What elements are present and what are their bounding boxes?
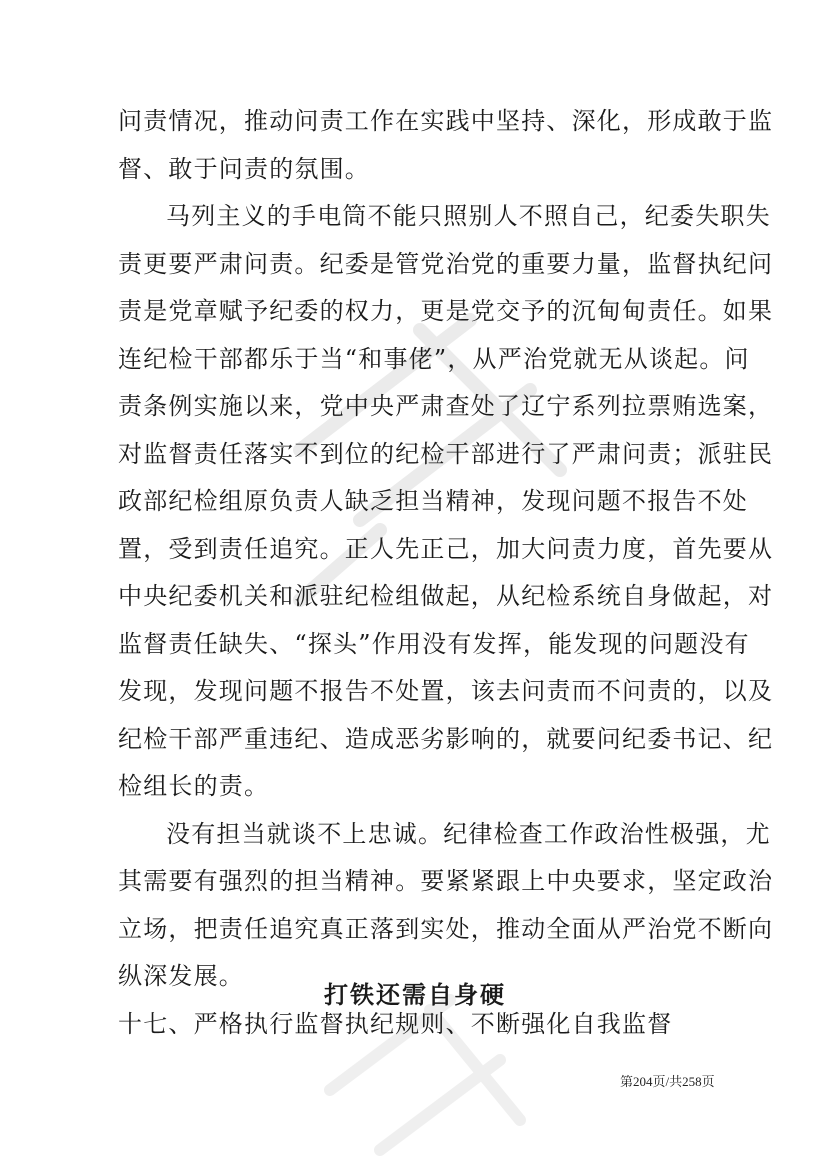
paragraph-line: 督、敢于问责的氛围。 <box>118 154 370 183</box>
paragraph-line: 责是党章赋予纪委的权力，更是党交予的沉甸甸责任。如果 <box>118 297 774 325</box>
paragraph-line: 置，受到责任追究。正人先正己，加大问责力度，首先要从 <box>118 534 774 563</box>
document-body <box>118 98 774 1048</box>
paragraph-line: 中央纪委机关和派驻纪检组做起，从纪检系统自身做起，对 <box>118 582 774 610</box>
paragraph-2 <box>118 193 774 811</box>
paragraph-line: 马列主义的手电筒不能只照别人不照自己，纪委失职失 <box>166 202 771 230</box>
paragraph-line: 监督责任缺失、“探头”作用没有发挥，能发现的问题没有 <box>118 629 750 658</box>
paragraph-line: 立场，把责任追究真正落到实处，推动全面从严治党不断向 <box>118 914 774 943</box>
page-number: 第204页/共258页 <box>620 1074 715 1089</box>
paragraph-line: 政部纪检组原负责人缺乏担当精神，发现问题不报告不处 <box>118 487 748 515</box>
paragraph-line: 没有担当就谈不上忠诚。纪律检查工作政治性极强，尤 <box>166 819 771 848</box>
paragraph-line: 问责情况，推动问责工作在实践中坚持、深化，形成敢于监 <box>118 107 774 135</box>
paragraph-line: 对监督责任落实不到位的纪检干部进行了严肃问责；派驻民 <box>118 439 774 468</box>
paragraph-line: 发现，发现问题不报告不处置，该去问责而不问责的，以及 <box>118 677 774 705</box>
paragraph-line: 连纪检干部都乐于当“和事佬”，从严治党就无从谈起。问 <box>118 344 750 373</box>
paragraph-line: 责更要严肃问责。纪委是管党治党的重要力量，监督执纪问 <box>118 249 774 278</box>
paragraph-line: 纪检干部严重违纪、造成恶劣影响的，就要问纪委书记、纪 <box>118 724 774 753</box>
article-title: 打铁还需自身硬 <box>324 980 506 1009</box>
paragraph-line: 检组长的责。 <box>118 772 270 800</box>
paragraph-line: 纵深发展。 <box>118 962 244 990</box>
section-heading: 十七、严格执行监督执纪规则、不断强化自我监督 <box>118 1009 673 1038</box>
paragraph-3 <box>118 811 774 1001</box>
paragraph-line: 其需要有强烈的担当精神。要紧紧跟上中央要求，坚定政治 <box>118 867 774 895</box>
paragraph-line: 责条例实施以来，党中央严肃查处了辽宁系列拉票贿选案， <box>118 392 774 420</box>
paragraph-1 <box>118 98 774 193</box>
